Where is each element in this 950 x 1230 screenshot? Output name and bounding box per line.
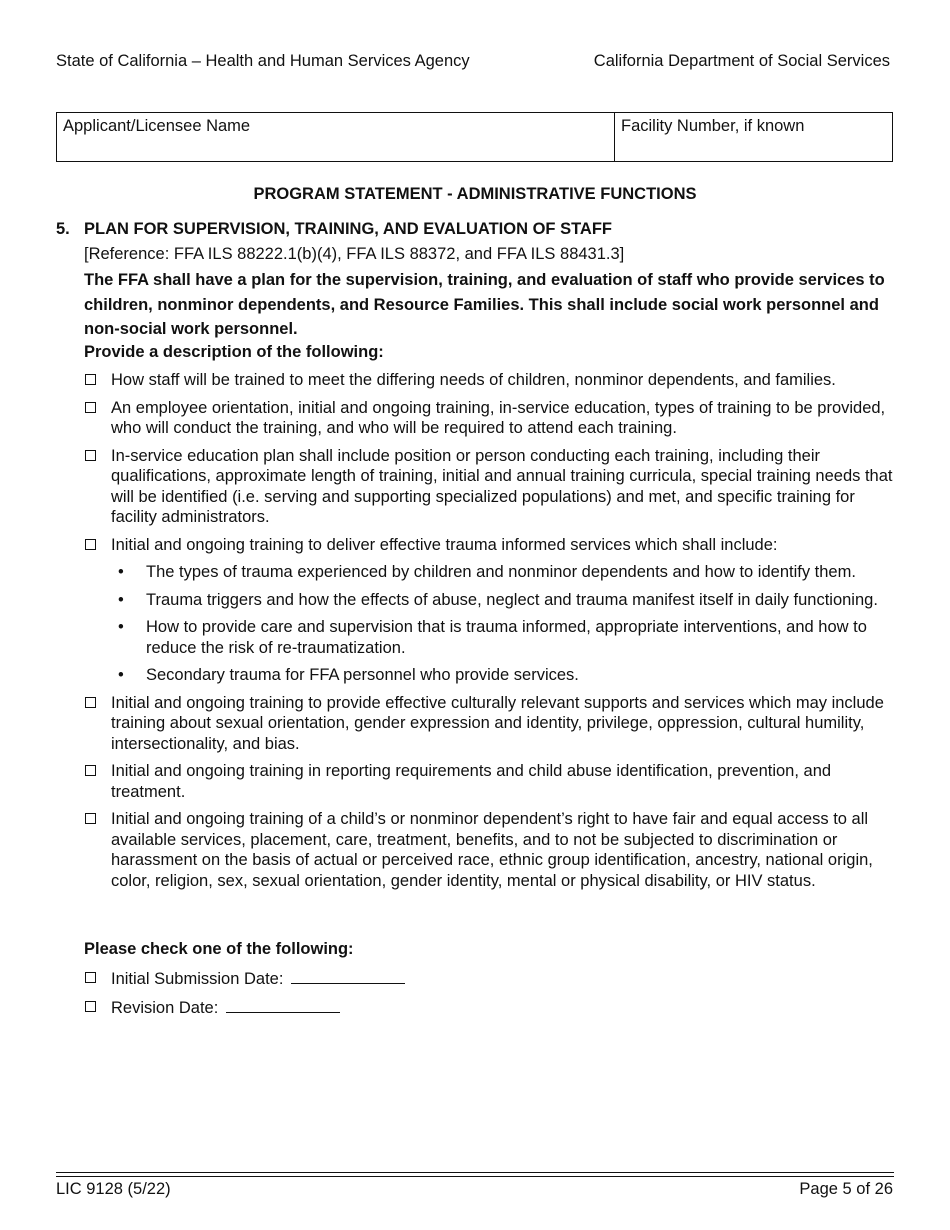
checkbox[interactable]	[85, 765, 96, 776]
checkbox[interactable]	[85, 813, 96, 824]
checklist-item	[84, 693, 899, 755]
checkbox[interactable]	[85, 374, 96, 385]
trauma-bullet-list	[111, 562, 899, 686]
facility-number-field[interactable]	[615, 113, 892, 161]
description-checklist	[84, 370, 899, 898]
header-agency: State of California – Health and Human Services Agency	[56, 52, 470, 70]
provide-description-label: Provide a description of the following:	[84, 343, 384, 361]
checklist-item	[84, 398, 899, 439]
revision-option	[84, 997, 584, 1019]
bullet-item	[111, 590, 899, 611]
checklist-item	[84, 809, 899, 891]
checklist-item-text: Initial and ongoing training in reporting requirements and child abuse identification, prevention, and treatment.	[111, 762, 832, 801]
checklist-item	[84, 446, 899, 528]
checklist-item-text: Initial and ongoing training to deliver effective trauma informed services which shall include:	[111, 535, 778, 554]
item-statement: The FFA shall have a plan for the supervision, training, and evaluation of staff who provide services to children, nonminor dependents, and Resource Families. This shall include social work personnel and non-social work personnel.	[84, 271, 885, 338]
checklist-item-text: An employee orientation, initial and ongoing training, in-service education, types of training to be provided, who will conduct the training, and who will be required to attend each training.	[111, 398, 886, 437]
initial-submission-date-field[interactable]	[291, 968, 405, 984]
please-check-label: Please check one of the following:	[84, 940, 354, 958]
checklist-item-text: In-service education plan shall include position or person conducting each training, including their qualifications, approximate length of training, initial and annual training curricula, special training needs that will be identified (i.e. serving and supporting specialized populations) and met, and specific training for facility administrators.	[111, 446, 893, 526]
applicant-name-field[interactable]	[57, 113, 615, 161]
checklist-item	[84, 370, 899, 391]
item-title: PLAN FOR SUPERVISION, TRAINING, AND EVALUATION OF STAFF	[84, 220, 613, 238]
facility-number-label: Facility Number, if known	[621, 117, 805, 135]
applicant-name-label: Applicant/Licensee Name	[63, 117, 251, 135]
section-title: PROGRAM STATEMENT - ADMINISTRATIVE FUNCTIONS	[253, 185, 697, 203]
submission-date-options	[84, 968, 584, 1025]
revision-label: Revision Date:	[111, 998, 219, 1017]
checkbox[interactable]	[85, 697, 96, 708]
checklist-item-text: How staff will be trained to meet the differing needs of children, nonminor dependents, and families.	[111, 371, 836, 389]
initial-submission-label: Initial Submission Date:	[111, 970, 284, 988]
checkbox[interactable]	[85, 539, 96, 550]
checklist-item	[84, 761, 899, 802]
item-reference: [Reference: FFA ILS 88222.1(b)(4), FFA ILS 88372, and FFA ILS 88431.3]	[84, 245, 625, 263]
bullet-item	[111, 617, 899, 658]
bullet-icon: •	[118, 666, 124, 684]
initial-submission-option	[84, 968, 584, 990]
bullet-text: How to provide care and supervision that is trauma informed, appropriate interventions, and how to reduce the risk of re-traumatization.	[146, 618, 867, 657]
checkbox[interactable]	[85, 402, 96, 413]
checklist-item	[84, 535, 899, 686]
page-number: Page 5 of 26	[799, 1180, 893, 1198]
footer-divider	[56, 1172, 894, 1173]
bullet-icon: •	[118, 563, 124, 581]
checkbox[interactable]	[85, 450, 96, 461]
checklist-item-text: Initial and ongoing training to provide effective culturally relevant supports and services which may include training about sexual orientation, gender expression and identity, privilege, oppression, cultural humility, intersectionality, and bias.	[111, 693, 884, 753]
bullet-item	[111, 562, 899, 583]
bullet-icon: •	[118, 590, 124, 609]
bullet-text: Secondary trauma for FFA personnel who provide services.	[146, 666, 579, 684]
bullet-item	[111, 665, 899, 686]
checklist-item-text: Initial and ongoing training of a child’s or nonminor dependent’s right to have fair and equal access to all available services, placement, care, treatment, benefits, and to not be subjected to discrimination or harassment on the basis of actual or perceived race, ethnic group identification, ancestry, national origin, color, religion, sex, sexual orientation, gender identity, mental or physical disability, or HIV status.	[111, 810, 873, 890]
header-department: California Department of Social Services	[593, 52, 890, 70]
revision-date-field[interactable]	[226, 997, 340, 1013]
form-identifier: LIC 9128 (5/22)	[56, 1180, 171, 1198]
applicant-info-table	[56, 112, 893, 162]
item-number: 5.	[56, 220, 70, 238]
footer-divider	[56, 1176, 894, 1177]
revision-checkbox[interactable]	[85, 1001, 96, 1012]
bullet-icon: •	[118, 618, 124, 636]
initial-submission-checkbox[interactable]	[85, 972, 96, 983]
bullet-text: The types of trauma experienced by children and nonminor dependents and how to identify them.	[146, 563, 856, 581]
bullet-text: Trauma triggers and how the effects of abuse, neglect and trauma manifest itself in daily functioning.	[146, 590, 878, 609]
